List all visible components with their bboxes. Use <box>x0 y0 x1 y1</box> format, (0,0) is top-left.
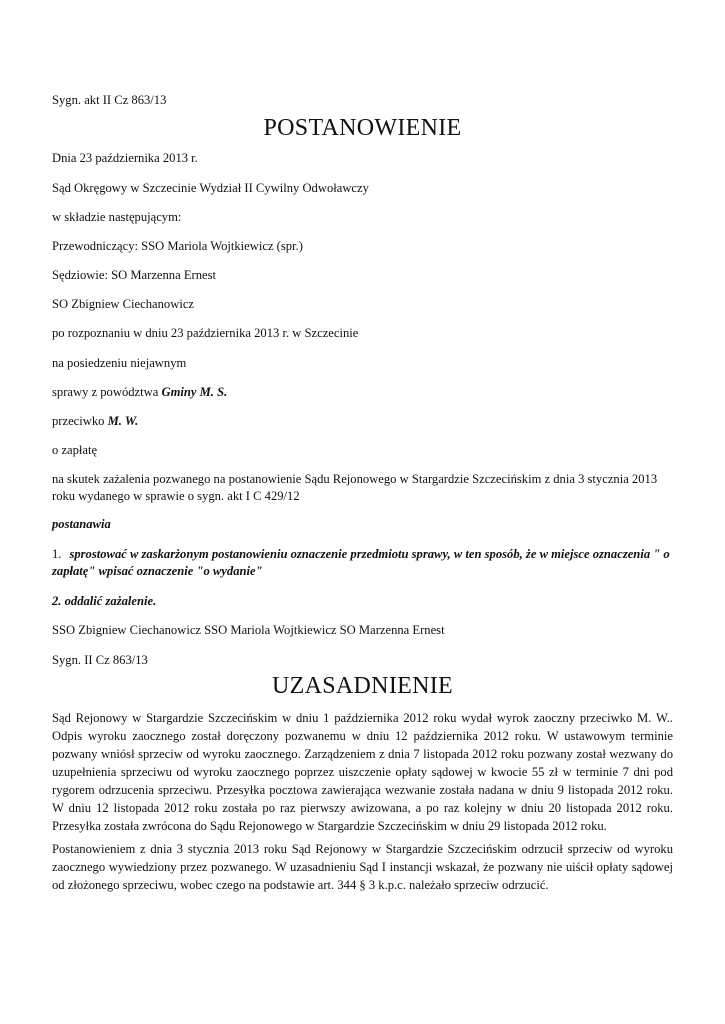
against-line <box>52 413 138 430</box>
signatures: SSO Zbigniew Ciechanowicz SSO Mariola Wojtkiewicz SO Marzenna Ernest <box>52 623 445 637</box>
claim-line <box>52 384 227 401</box>
justification-paragraph-2: Postanowieniem z dnia 3 stycznia 2013 roku Sąd Rejonowy w Stargardzie Szczecińskim odrzucił sprzeciw od wyroku zaocznego wywiedziony przez pozwanego. W uzasadnieniu Sąd I instancji wskazał, że pozwany nie uiścił opłaty sądowej od złożonego sprzeciwu, wobec czego na podstawie art. 344 § 3 k.p.c. należało sprzeciw odrzucić. <box>52 842 673 892</box>
judges: Sędziowie: SO Marzenna Ernest <box>52 268 217 282</box>
ruling-date: Dnia 23 października 2013 r. <box>52 151 198 165</box>
document-title: POSTANOWIENIE <box>263 115 462 141</box>
justification-paragraph-1: Sąd Rejonowy w Stargardzie Szczecińskim w dniu 1 października 2012 roku wydał wyrok zaoczny przeciwko M. W.. Odpis wyroku zaocznego został doręczony pozwanemu w dniu 12 października 2012 roku. W ustawowym terminie pozwany wniósł sprzeciw od wyroku zaocznego. Zarządzeniem z dnia 7 listopada 2012 roku pozwany został wezwany do uzupełnienia sprzeciwu od wyroku zaocznego poprzez uiszczenie opłaty sądowej w kwocie 55 zł w terminie 7 dni pod rygorem odrzucenia sprzeciwu. Przesyłka pocztowa zawierająca wezwanie została nadana w dniu 9 listopada 2012 roku. W dniu 12 listopada 2012 roku została po raz pierwszy awizowana, a po raz kolejny w dniu 20 listopada 2012 roku. Przesyłka została zwrócona do Sądu Rejonowego w Stargardzie Szczecińskim w dniu 29 listopada 2012 roku. <box>52 711 673 833</box>
defendant: M. W. <box>107 414 139 428</box>
against-prefix: przeciwko <box>52 414 108 428</box>
presiding-judge: Przewodniczący: SSO Mariola Wojtkiewicz (spr.) <box>52 239 303 253</box>
hearing-info: po rozpoznaniu w dniu 23 października 2013 r. w Szczecinie <box>52 326 359 340</box>
complaint-text: na skutek zażalenia pozwanego na postanowienie Sądu Rejonowego w Stargardzie Szczecińskim z dnia 3 stycznia 2013 roku wydanego w sprawie o sygn. akt I C 429/12 <box>52 472 658 503</box>
claim-prefix: sprawy z powództwa <box>52 385 162 399</box>
ruling-item-1-text: sprostować w zaskarżonym postanowieniu oznaczenie przedmiotu sprawy, w ten sposób, że w miejsce oznaczenia " o zapłatę" wpisać oznaczenie "o wydanie" <box>52 547 670 578</box>
judge-second: SO Zbigniew Ciechanowicz <box>52 297 194 311</box>
case-subject: o zapłatę <box>52 443 98 457</box>
ruling-item-1 <box>52 546 673 580</box>
session-type: na posiedzeniu niejawnym <box>52 356 187 370</box>
court-name: Sąd Okręgowy w Szczecinie Wydział II Cywilny Odwoławczy <box>52 181 369 195</box>
case-number: Sygn. akt II Cz 863/13 <box>52 93 167 107</box>
composition-intro: w składzie następującym: <box>52 210 182 224</box>
justification-case-number: Sygn. II Cz 863/13 <box>52 653 148 667</box>
ruling-item-2: 2. oddalić zażalenie. <box>52 594 157 608</box>
ruling-label: postanawia <box>52 517 111 531</box>
ruling-item-1-number: 1. <box>52 547 62 561</box>
justification-title: UZASADNIENIE <box>272 673 453 699</box>
claimant: Gminy M. S. <box>161 385 228 399</box>
